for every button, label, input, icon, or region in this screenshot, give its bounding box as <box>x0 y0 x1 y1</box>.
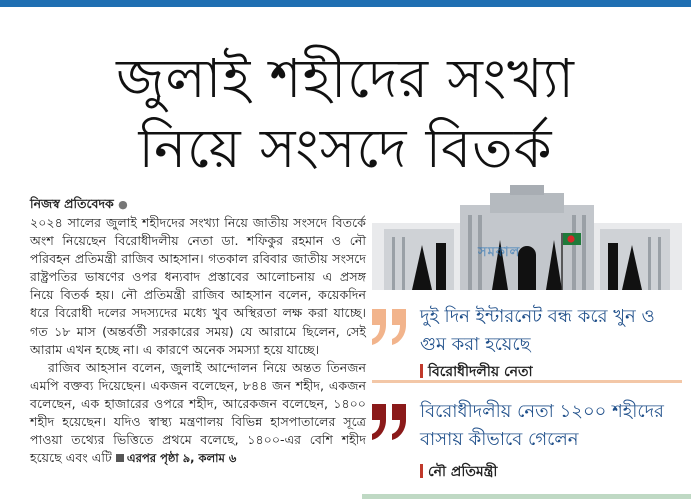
article-paragraph-2-text: রাজিব আহসান বলেন, জুলাই আন্দোলন নিয়ে অন্তত তিনজন এমপি বক্তব্য দিয়েছেন। একজন বলেছেন, ৮৪৪ জন শহীদ, একজন বলেছেন, এক হাজারের ওপরে শহীদ, আরেকজন বলেছেন, ১৪০০ শহীদ হয়েছেন। যদিও স্বাস্থ্য মন্ত্রণালয় বিভিন্ন হাসপাতালের সূত্রে পাওয়া তথ্যের ভিত্তিতে প্রথমে বলেছে, ১৪০০-এর বেশি শহীদ হয়েছে এবং এটি <box>30 359 366 466</box>
parliament-illustration <box>372 185 682 290</box>
bullet-dot-icon: ● <box>118 198 128 211</box>
attribution-bar-icon <box>420 364 423 378</box>
bottom-accent-bar <box>362 494 691 499</box>
quote-text-1: দুই দিন ইন্টারনেট বন্ধ করে খুন ও গুম করা হয়েছে <box>420 306 655 355</box>
continued-link[interactable] <box>116 451 237 465</box>
attribution-bar-icon <box>420 464 423 478</box>
quote-open-icon <box>368 398 412 446</box>
article-paragraph-2 <box>30 359 366 468</box>
article-body <box>30 195 366 467</box>
quote-attribution-1-text: বিরোধীদলীয় নেতা <box>428 364 533 380</box>
quote-open-icon <box>368 303 412 351</box>
continued-text: এরপর পৃষ্ঠা ৯, কলাম ৬ <box>126 451 237 466</box>
watermark: সমকাল <box>478 245 521 260</box>
headline <box>0 44 691 184</box>
byline <box>30 195 366 214</box>
headline-line-2: নিয়ে সংসদে বিতর্ক <box>138 117 553 180</box>
pull-quote-1 <box>368 303 683 378</box>
article-paragraph-1: ২০২৪ সালের জুলাই শহীদদের সংখ্যা নিয়ে জাতীয় সংসদে বিতর্কে অংশ নিয়েছেন বিরোধীদলীয় নেতা ডা. শফিকুর রহমান ও নৌ পরিবহন প্রতিমন্ত্রী রাজিব আহসান। গতকাল রবিবার জাতীয় সংসদে রাষ্ট্রপতির ভাষণের ওপর ধন্যবাদ প্রস্তাবের আলোচনায় এ প্রসঙ্গ নিয়ে বিতর্ক হয়। নৌ প্রতিমন্ত্রী রাজিব আহসান বলেন, কয়েকদিন ধরে বিরোধী দলের সদস্যদের মধ্যে খুব অস্থিরতা লক্ষ করা যাচ্ছে। গত ১৮ মাস (অন্তর্বর্তী সরকারের সময়) যে আরামে ছিলেন, সেই আরাম এখন হচ্ছে না। এ কারণে অনেক সমস্যা হয়ে যাচ্ছে। <box>30 215 366 357</box>
top-accent-bar <box>0 0 691 7</box>
byline-text: নিজস্ব প্রতিবেদক <box>30 196 114 211</box>
quote-attribution-2 <box>420 460 497 484</box>
continued-square-icon <box>116 454 124 462</box>
headline-line-1: জুলাই শহীদের সংখ্যা <box>116 47 575 110</box>
quote-attribution-2-text: নৌ প্রতিমন্ত্রী <box>428 464 498 480</box>
pull-quote-2 <box>368 398 683 478</box>
quote-text-2: বিরোধীদলীয় নেতা ১২০০ শহীদের বাসায় কীভাবে গেলেন <box>420 401 664 450</box>
quote-divider <box>372 380 682 383</box>
